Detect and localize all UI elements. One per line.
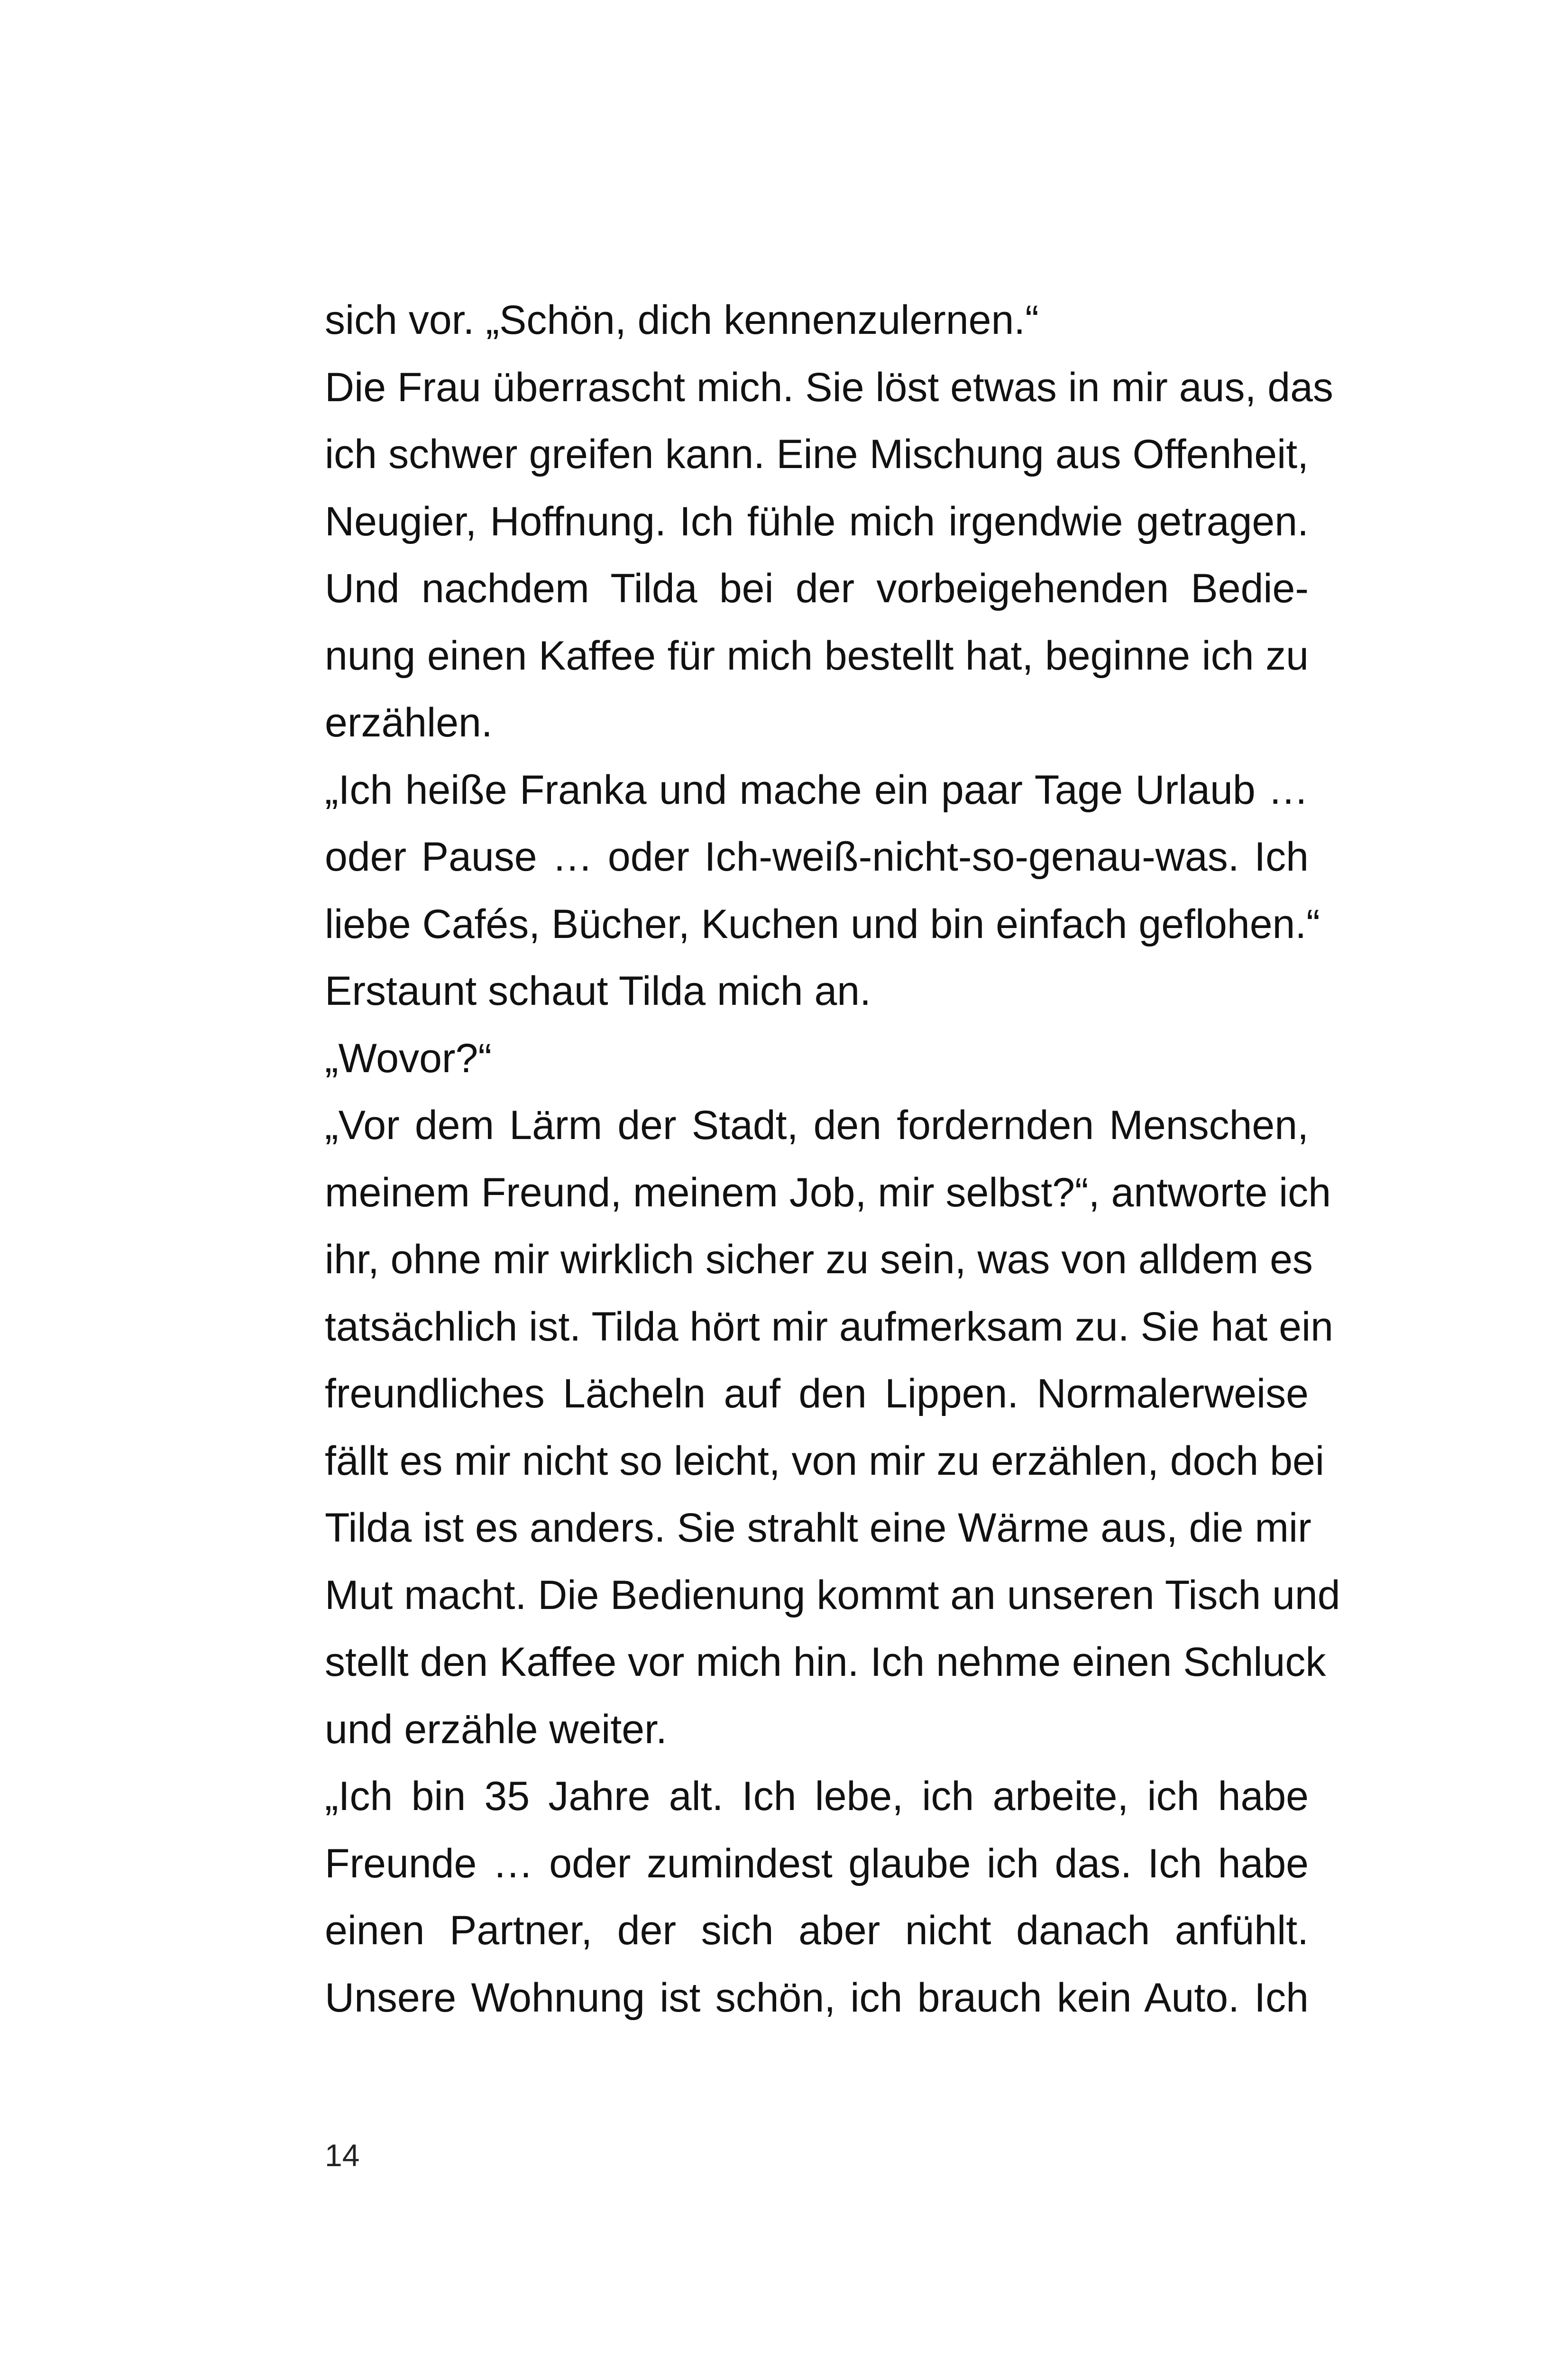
text-line: „Wovor?“ [325, 1035, 492, 1081]
text-line: einen Partner, der sich aber nicht danach anfühlt. [325, 1908, 1309, 1953]
text-line: Tilda ist es anders. Sie strahlt eine Wärme aus, die mir [325, 1505, 1311, 1551]
text-line: meinem Freund, meinem Job, mir selbst?“, antworte ich [325, 1169, 1331, 1215]
text-line: erzählen. [325, 700, 493, 745]
text-line: ich schwer greifen kann. Eine Mischung aus Offenheit, [325, 432, 1309, 477]
text-line: freundliches Lächeln auf den Lippen. Normalerweise [325, 1371, 1309, 1416]
text-line: tatsächlich ist. Tilda hört mir aufmerksam zu. Sie hat ein [325, 1304, 1333, 1350]
text-line: Unsere Wohnung ist schön, ich brauch kein Auto. Ich [325, 1975, 1309, 2021]
text-line: oder Pause … oder Ich-weiß-nicht-so-genau-was. Ich [325, 834, 1309, 880]
text-line: Die Frau überrascht mich. Sie löst etwas in mir aus, das [325, 364, 1333, 410]
text-line: „Vor dem Lärm der Stadt, den fordernden Menschen, [325, 1103, 1309, 1148]
text-line: Neugier, Hoffnung. Ich fühle mich irgendwie getragen. [325, 498, 1309, 544]
text-line: Erstaunt schaut Tilda mich an. [325, 968, 871, 1014]
page-number: 14 [325, 2138, 360, 2173]
text-line: fällt es mir nicht so leicht, von mir zu erzählen, doch bei [325, 1438, 1324, 1484]
text-line: Mut macht. Die Bedienung kommt an unseren Tisch und [325, 1572, 1340, 1618]
text-line: Und nachdem Tilda bei der vorbeigehenden Bedie- [325, 566, 1309, 611]
body-text [325, 287, 1340, 2031]
text-line: „Ich bin 35 Jahre alt. Ich lebe, ich arbeite, ich habe [325, 1774, 1309, 1819]
text-line: und erzähle weiter. [325, 1706, 667, 1752]
text-line: stellt den Kaffee vor mich hin. Ich nehme einen Schluck [325, 1639, 1326, 1685]
text-line: sich vor. „Schön, dich kennenzulernen.“ [325, 297, 1039, 343]
text-line: nung einen Kaffee für mich bestellt hat, beginne ich zu [325, 633, 1309, 679]
text-line: „Ich heiße Franka und mache ein paar Tage Urlaub … [325, 767, 1309, 813]
text-line: Freunde … oder zumindest glaube ich das. Ich habe [325, 1840, 1309, 1886]
text-line: ihr, ohne mir wirklich sicher zu sein, was von alldem es [325, 1237, 1313, 1282]
text-line: liebe Cafés, Bücher, Kuchen und bin einfach geflohen.“ [325, 901, 1320, 947]
